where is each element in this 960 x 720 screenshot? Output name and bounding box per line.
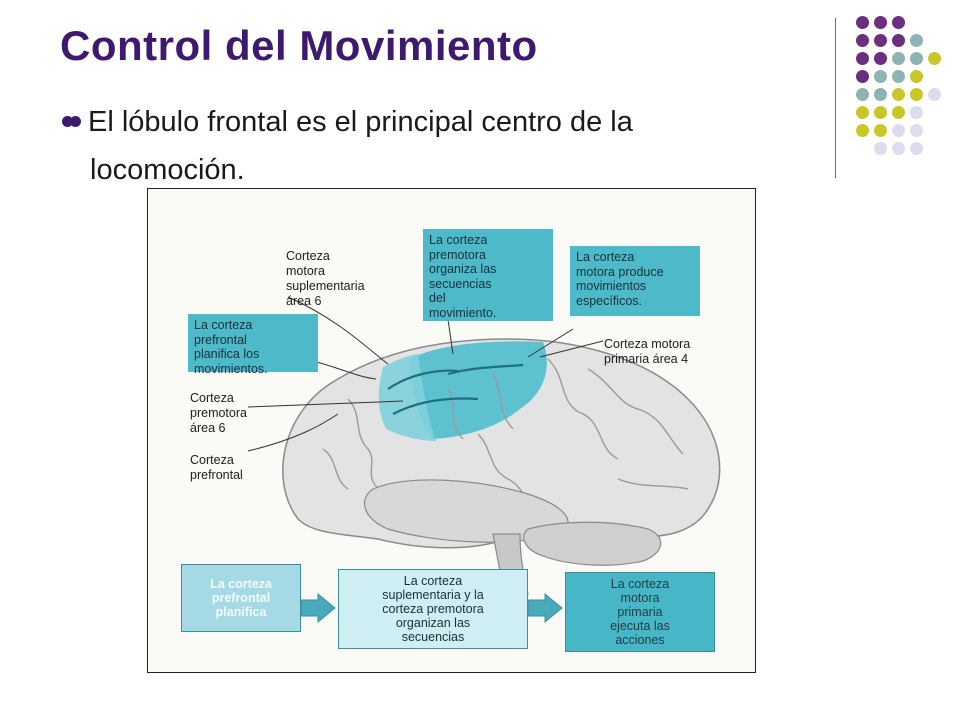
label-prefrontal: Corteza prefrontal <box>190 453 243 482</box>
box-premotor-organizes: La corteza premotora organiza las secuencias del movimiento. <box>423 229 553 321</box>
box-prefrontal-plans: La corteza prefrontal planifica los movimientos. <box>188 314 318 372</box>
bullet-icon <box>62 114 86 128</box>
decorative-divider <box>835 18 836 178</box>
label-supplementary-motor: Corteza motora suplementaria área 6 <box>286 249 365 308</box>
brain-motor-cortex-figure <box>147 188 756 673</box>
decorative-dot-grid <box>850 12 950 162</box>
bullet-line-2: locomoción. <box>90 154 245 186</box>
flow-step-primary-motor: La corteza motora primaria ejecuta las acciones <box>565 572 715 652</box>
box-motor-produces: La corteza motora produce movimientos específicos. <box>570 246 700 316</box>
flow-step-supplementary-premotor: La corteza suplementaria y la corteza premotora organizan las secuencias <box>338 569 528 649</box>
label-premotor: Corteza premotora área 6 <box>190 391 247 435</box>
flow-step-prefrontal: La corteza prefrontal planifica <box>181 564 301 632</box>
bullet-point <box>62 98 842 194</box>
bullet-line-1: El lóbulo frontal es el principal centro de la <box>88 106 633 138</box>
slide-title: Control del Movimiento <box>60 22 538 69</box>
label-primary-motor: Corteza motora primaria área 4 <box>604 337 691 366</box>
